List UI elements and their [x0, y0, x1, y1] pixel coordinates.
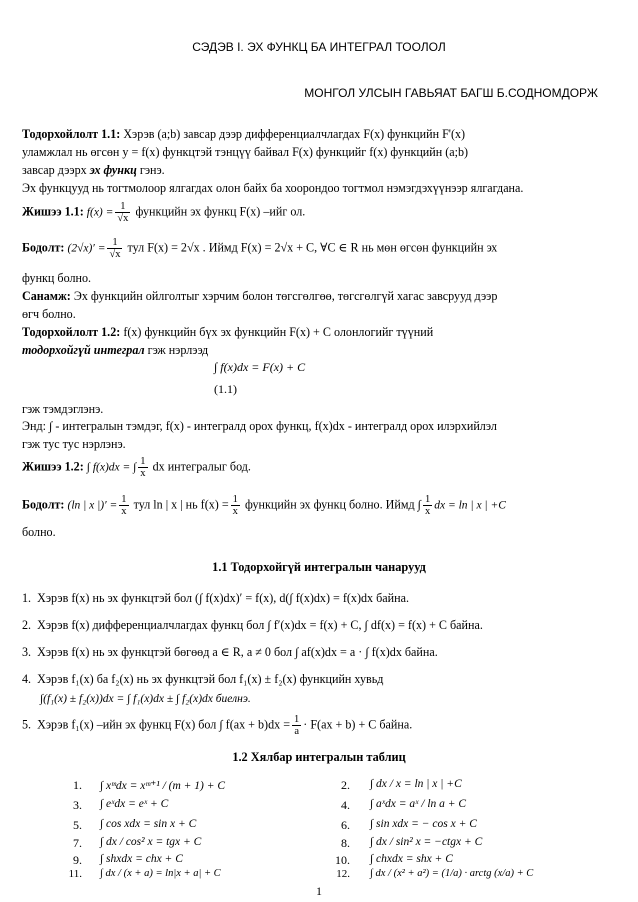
- note-text: Эх функцийн ойлголтыг хэрчим болон төгсгөлгөө, төгсгөлгүй хагас завсрууд дээр: [73, 289, 498, 303]
- fraction-numerator: 1: [294, 714, 300, 725]
- fraction-denominator: x: [424, 506, 431, 517]
- list-number: 3.: [22, 645, 32, 659]
- definition-1-1-line4: Эх функцууд нь тогтмолоор ялгагдах олон байх ба хоорондоо тогтмол нэмэгдэхүүнээр ялгагдана.: [22, 181, 524, 195]
- table-row-number: 12.: [336, 868, 350, 880]
- example-text: dx интегралыг бод.: [152, 459, 251, 474]
- property-4-formula: [40, 690, 632, 709]
- property-text: Хэрэв f₁(x) ба f₂(x) нь эх функцтэй бол f₁(x) ± f₂(x) функцийн хувьд: [37, 672, 384, 686]
- table-formula: ∫ sin xdx = − cos x + C: [370, 818, 477, 830]
- solution-1-2-line2: болно.: [22, 525, 56, 539]
- page-title: СЭДЭВ I. ЭХ ФУНКЦ БА ИНТЕГРАЛ ТООЛОЛ: [192, 40, 446, 54]
- table-formula: ∫ dx / (x² + a²) = (1/a) · arctg (x/a) + C: [370, 868, 534, 879]
- table-row-number: 7.: [73, 836, 82, 850]
- table-row-number: 6.: [341, 818, 350, 832]
- formula-text: (ln | x |)′ =: [67, 499, 118, 512]
- table-row-number: 9.: [73, 853, 82, 867]
- fraction: [119, 494, 128, 517]
- table-formula: ∫ cos xdx = sin x + C: [100, 818, 197, 830]
- fraction: [423, 494, 432, 517]
- table-row-number: 1.: [73, 778, 82, 792]
- note-line2: өгч болно.: [22, 307, 76, 321]
- fraction-numerator: 1: [107, 237, 122, 249]
- example-text: функцийн эх функц F(x) –ийг ол.: [135, 204, 306, 219]
- solution-1-1: [22, 237, 614, 260]
- table-formula: ∫ dx / cos² x = tgx + C: [100, 836, 202, 848]
- page-number: 1: [316, 884, 322, 898]
- definition-label: Тодорхойлолт 1.2:: [22, 325, 121, 339]
- solution-text: тул F(x) = 2√x . Иймд F(x) = 2√x + C, ∀C ∈ R нь мөн өгсөн функцийн эх: [127, 240, 498, 255]
- table-row-number: 11.: [68, 868, 82, 880]
- property-2: [22, 617, 614, 635]
- fraction-numerator: 1: [121, 494, 127, 505]
- definition-1-1-line3: [22, 162, 614, 180]
- list-number: 1.: [22, 591, 32, 605]
- list-number: 5.: [22, 717, 32, 732]
- definition-1-2-line3: гэж тэмдэглэнэ.: [22, 402, 104, 416]
- table-row-number: 10.: [335, 853, 350, 867]
- definition-1-2-line4: Энд: ∫ - интегралын тэмдэг, f(x) - интегралд орох функц, f(x)dx - интегралд орох илэрхийлэл: [22, 419, 497, 433]
- definition-1-2-line2: [22, 342, 614, 360]
- fraction-numerator: 1: [232, 494, 238, 505]
- definition-1-1: [22, 126, 614, 144]
- term-antiderivative: эх функц: [89, 163, 137, 177]
- property-text: Хэрэв f(x) нь эх функцтэй бөгөөд a ∈ R, a ≠ 0 бол ∫ af(x)dx = a · ∫ f(x)dx байна.: [37, 645, 438, 659]
- fraction: [292, 714, 301, 737]
- fraction-denominator: √x: [109, 249, 121, 260]
- fraction-numerator: 1: [115, 201, 130, 213]
- fraction-numerator: 1: [140, 456, 146, 467]
- solution-label: Бодолт:: [22, 240, 65, 255]
- fraction-numerator: 1: [424, 494, 431, 505]
- fraction: [231, 494, 240, 517]
- solution-1-1-line2: функц болно.: [22, 271, 92, 285]
- property-4: [22, 671, 614, 689]
- formula-text: ∫ f(x)dx = ∫: [86, 461, 137, 474]
- fraction-denominator: a: [294, 726, 299, 737]
- definition-1-2-line5: гэж тус тус нэрлэнэ.: [22, 437, 126, 451]
- property-1: [22, 590, 614, 608]
- property-5: [22, 714, 614, 737]
- definition-label: Тодорхойлолт 1.1:: [22, 127, 121, 141]
- solution-1-2: [22, 494, 614, 517]
- term-indefinite-integral: тодорхойгүй интеграл: [22, 343, 145, 357]
- table-row-number: 4.: [341, 798, 350, 812]
- definition-1-2: [22, 324, 614, 342]
- formula-text: dx = ln | x | +C: [434, 499, 506, 512]
- definition-text: f(x) функцийн бүх эх функцийн F(x) + C олонлогийг түүний: [123, 325, 434, 339]
- solution-text: тул ln | x | нь f(x) =: [133, 497, 229, 512]
- author-line: МОНГОЛ УЛСЫН ГАВЬЯАТ БАГШ Б.СОДНОМДОРЖ: [304, 86, 598, 100]
- fraction: [115, 201, 130, 224]
- property-text: · F(ax + b) + C байна.: [303, 717, 413, 732]
- solution-text: функцийн эх функц болно. Иймд ∫: [244, 497, 421, 512]
- table-formula: ∫ dx / sin² x = −ctgx + C: [370, 836, 483, 848]
- property-text: ∫(f₁(x) ± f₂(x))dx = ∫ f₁(x)dx ± ∫ f₂(x)dx биелнэ.: [40, 693, 251, 705]
- list-number: 4.: [22, 672, 32, 686]
- property-text: Хэрэв f(x) нь эх функцтэй бол (∫ f(x)dx)′ = f(x), d(∫ f(x)dx) = f(x)dx байна.: [37, 591, 409, 605]
- table-formula: ∫ aˣdx = aˣ / ln a + C: [370, 798, 467, 810]
- formula-text: (2√x)′ =: [67, 242, 106, 255]
- property-3: [22, 644, 614, 662]
- table-formula: ∫ xᵐdx = xᵐ⁺¹ / (m + 1) + C: [100, 780, 226, 792]
- fraction-denominator: x: [121, 506, 127, 517]
- list-number: 2.: [22, 618, 32, 632]
- example-1-1: [22, 201, 614, 224]
- example-label: Жишээ 1.1:: [22, 204, 84, 219]
- text-segment: гэж нэрлээд: [144, 343, 209, 357]
- fraction: [138, 456, 147, 479]
- solution-label: Бодолт:: [22, 497, 65, 512]
- section-heading-properties: 1.1 Тодорхойгүй интегралын чанарууд: [212, 560, 426, 574]
- fraction-denominator: x: [232, 506, 238, 517]
- text-segment: завсар дээрх: [22, 163, 90, 177]
- section-heading-table: 1.2 Хялбар интегралын таблиц: [232, 750, 406, 764]
- example-1-2: [22, 456, 614, 479]
- table-row-number: 8.: [341, 836, 350, 850]
- text-segment: гэнэ.: [136, 163, 165, 177]
- fraction-denominator: x: [140, 468, 146, 479]
- note-label: Санамж:: [22, 289, 71, 303]
- formula-1-1: ∫ f(x)dx = F(x) + C: [214, 360, 306, 374]
- table-formula: ∫ shxdx = chx + C: [100, 853, 183, 865]
- property-text: Хэрэв f(x) дифференциалчлагдах функц бол ∫ f′(x)dx = f(x) + C, ∫ df(x) = f(x) + C байна.: [37, 618, 483, 632]
- equation-number: (1.1): [214, 382, 237, 396]
- property-text: Хэрэв f₁(x) –ийн эх функц F(x) бол ∫ f(ax + b)dx =: [37, 717, 291, 732]
- table-row-number: 3.: [73, 798, 82, 812]
- note: [22, 288, 614, 306]
- table-formula: ∫ dx / x = ln | x | +C: [370, 778, 462, 790]
- example-label: Жишээ 1.2:: [22, 459, 84, 474]
- fraction-denominator: √x: [117, 213, 129, 224]
- table-row-number: 2.: [341, 778, 350, 792]
- formula-text: f(x) =: [86, 206, 114, 219]
- table-row-number: 5.: [73, 818, 82, 832]
- fraction: [107, 237, 122, 260]
- definition-text: Хэрэв (a;b) завсар дээр дифференциалчлагдах F(x) функцийн F'(x): [123, 127, 466, 141]
- table-formula: ∫ eˣdx = eˣ + C: [100, 798, 169, 810]
- definition-1-1-line2: уламжлал нь өгсөн y = f(x) функцтэй тэнцүү байвал F(x) функцийг f(x) функцийн (a;b): [22, 145, 469, 159]
- table-formula: ∫ dx / (x + a) = ln|x + a| + C: [100, 868, 221, 879]
- table-formula: ∫ chxdx = shx + C: [370, 853, 453, 865]
